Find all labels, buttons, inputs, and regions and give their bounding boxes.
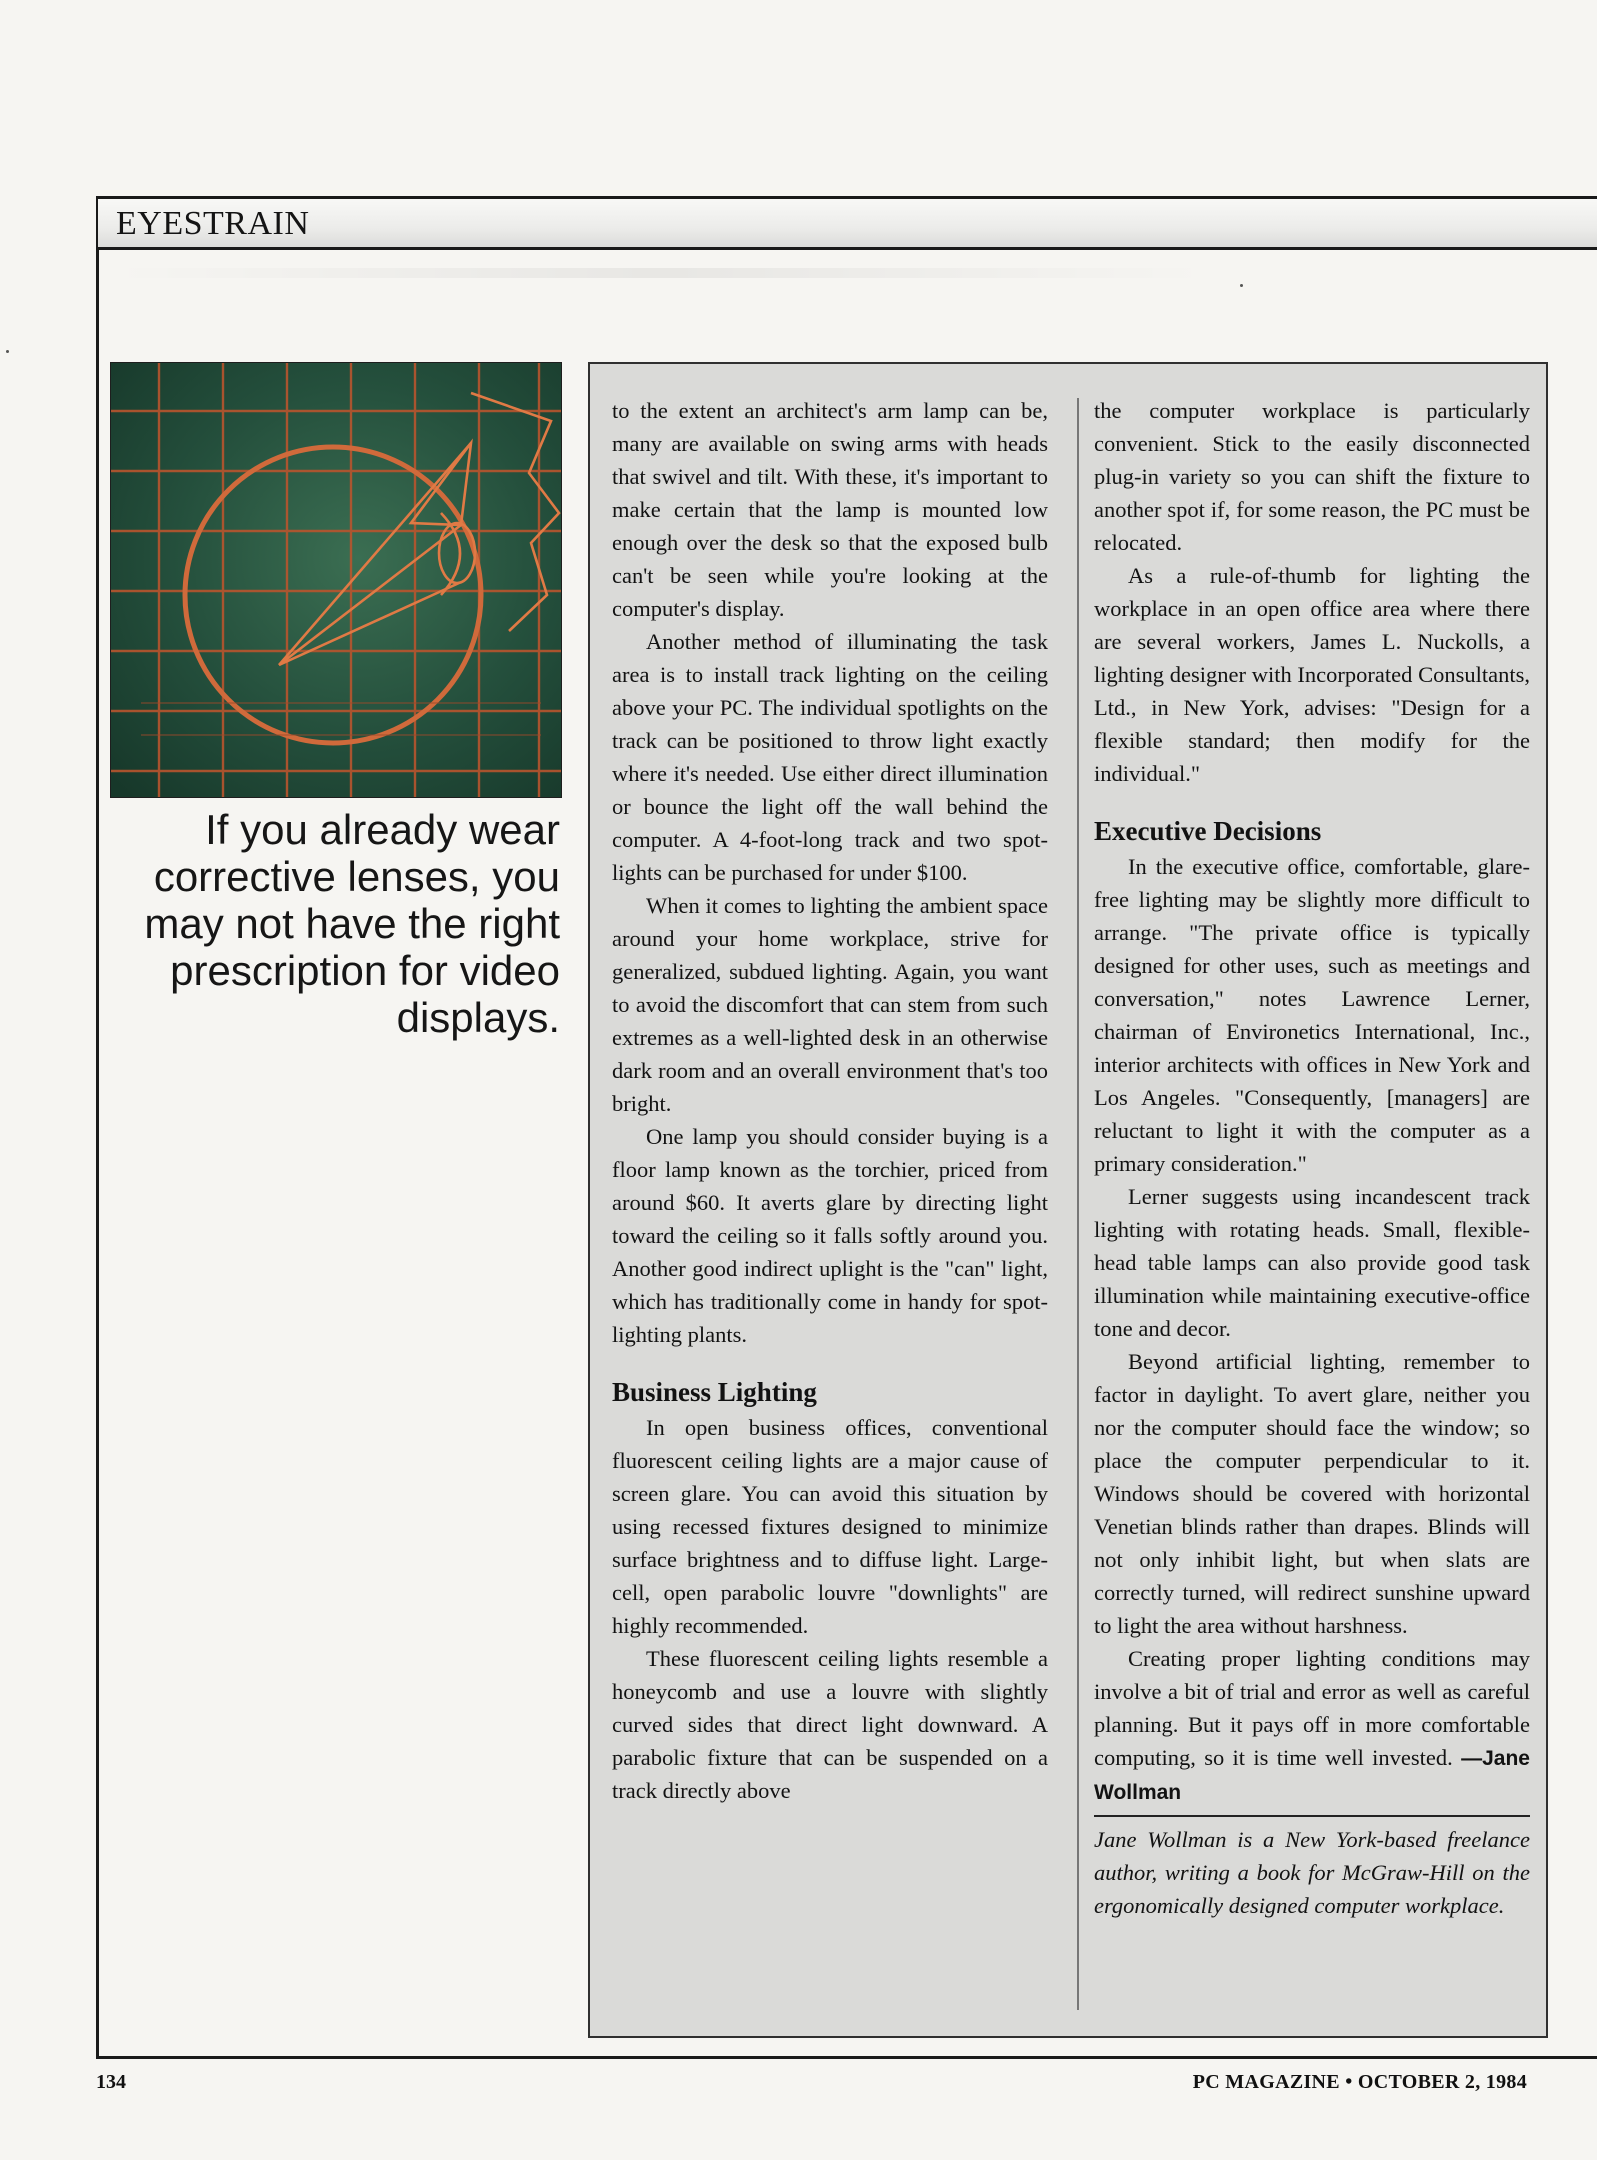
pullquote-line: corrective lenses, you [153,853,560,900]
pullquote-line: If you already wear [205,806,560,853]
page-frame-bottom-rule [96,2056,1597,2059]
subhead-business-lighting: Business Lighting [612,1377,817,1407]
article-column-2 [1094,394,1530,1922]
page-frame-left-rule [96,196,99,2058]
section-label: EYESTRAIN [116,205,310,242]
paragraph: As a rule-of-thumb for lighting the workplace in an open office area where there are several workers, James L. Nuckolls, a lighting designer with Incorporated Consultants, Ltd., in New York, advises: "Design for a flexible standard; then modify for the individual." [1094,563,1530,786]
paragraph: One lamp you should consider buying is a floor lamp known as the torchier, priced from around $60. It averts glare by directing light toward the ceiling so it falls softly around you. Another good indirect uplight is the "can" light, which has traditionally come in handy for spotlighting plants. [612,1124,1048,1347]
paragraph: In open business offices, conventional fluorescent ceiling lights are a major cause of screen glare. You can avoid this situation by using recessed fixtures designed to minimize surface brightness and to diffuse light. Large-cell, open parabolic louvre "downlights" are highly recommended. [612,1415,1048,1638]
eye-grid-svg [111,363,561,797]
pullquote-line: may not have the right [144,900,560,947]
page-number: 134 [96,2071,126,2093]
paragraph: the computer workplace is particularly convenient. Stick to the easily disconnected plug-in variety so you can shift the fixture to another spot if, for some reason, the PC must be relocated. [1094,398,1530,555]
article-column-1 [612,394,1048,1807]
paragraph: When it comes to lighting the ambient space around your home workplace, strive for generalized, subdued lighting. Again, you want to avoid the discomfort that can stem from such extremes as a well-lighted desk in an otherwise dark room and an overall environment that's too bright. [612,893,1048,1116]
eye-grid-illustration [110,362,562,798]
paragraph-final [1094,1642,1530,1809]
author-bio-text: Jane Wollman is a New York-based freelance author, writing a book for McGraw-Hill on the ergonomically designed computer workplace. [1094,1827,1530,1918]
author-bio [1094,1815,1530,1922]
paragraph: These fluorescent ceiling lights resemble a honeycomb and use a louvre with slightly curved sides that direct light downward. A parabolic fixture that can be suspended on a track directly above [612,1646,1048,1803]
publication-footer: PC MAGAZINE • OCTOBER 2, 1984 [1192,2071,1527,2093]
speck [6,350,9,353]
illustration-background [111,363,561,797]
column-divider [1077,398,1079,2010]
paragraph: to the extent an architect's arm lamp can be, many are available on swing arms with heads that swivel and tilt. With these, it's important to make certain that the lamp is mounted low enough over the desk so that the exposed bulb can't be seen while you're looking at the computer's display. [612,398,1048,621]
pullquote-line: displays. [396,994,560,1041]
section-header-bar [98,196,1597,250]
paragraph: Lerner suggests using incandescent track lighting with rotating heads. Small, flexible-head table lamps can also provide good task illumination while maintaining executive-office tone and decor. [1094,1184,1530,1341]
pullquote-line: prescription for video [170,947,560,994]
speck [1240,284,1243,287]
paragraph: Beyond artificial lighting, remember to factor in daylight. To avert glare, neither you nor the computer should face the window; so place the computer perpendicular to it. Windows should be covered with horizontal Venetian blinds rather than drapes. Blinds will not only inhibit light, but when slats are correctly turned, will redirect sunshine upward to light the area without harshness. [1094,1349,1530,1638]
subhead-executive-decisions: Executive Decisions [1094,816,1322,846]
closing-text: Creating proper lighting conditions may involve a bit of trial and error as well as careful planning. But it pays off in more comfortable computing, so it is time well invested. [1094,1646,1530,1770]
pullquote [110,806,560,1041]
faint-scan-line [110,268,1210,278]
author-byline: —Jane Wollman [1094,1747,1530,1804]
paragraph: Another method of illuminating the task area is to install track lighting on the ceiling above your PC. The individual spotlights on the track can be positioned to throw light exactly where it's needed. Use either direct illumination or bounce the light off the wall behind the computer. A 4-foot-long track and two spotlights can be purchased for under $100. [612,629,1048,885]
paragraph: In the executive office, comfortable, glare-free lighting may be slightly more difficult to arrange. "The private office is typically designed for other uses, such as meetings and conversation," notes Lawrence Lerner, chairman of Environetics International, Inc., interior architects with offices in New York and Los Angeles. "Consequently, [managers] are reluctant to light it with the computer as a primary consideration." [1094,854,1530,1176]
